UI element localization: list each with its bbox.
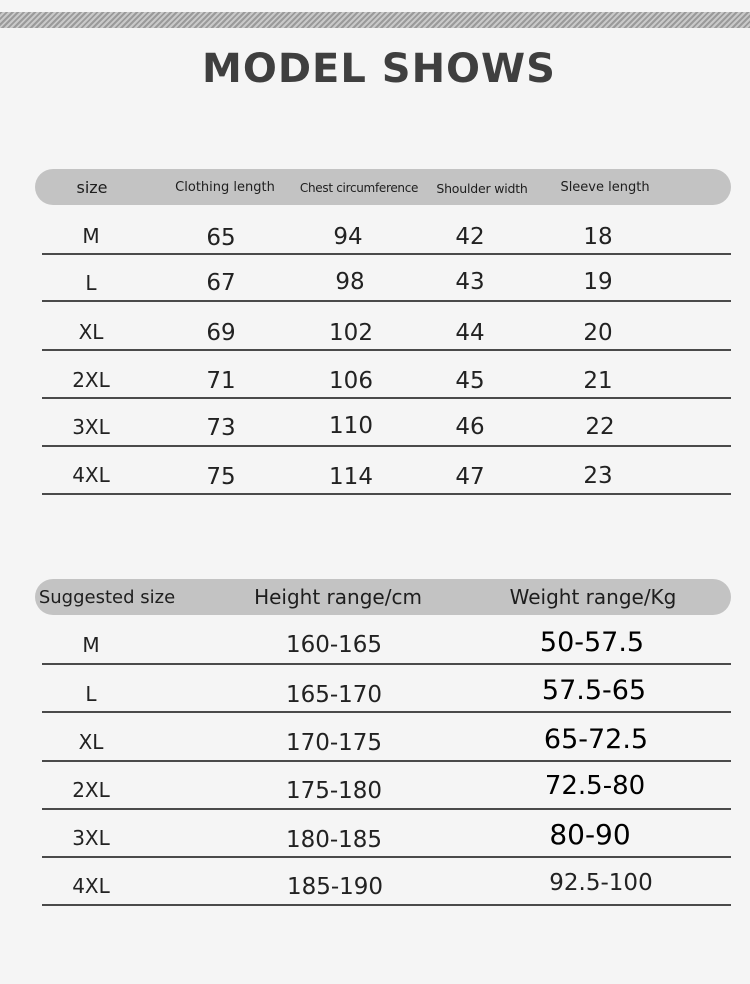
sleeve-cell: 20 <box>583 320 613 346</box>
size-cell: 2XL <box>72 368 110 392</box>
weight-cell: 80-90 <box>549 818 631 851</box>
sleeve-cell: 18 <box>583 224 613 250</box>
row-divider <box>42 760 731 762</box>
chest-cell: 106 <box>329 368 373 394</box>
header-suggested-size: Suggested size <box>38 587 176 608</box>
sleeve-cell: 21 <box>583 368 613 394</box>
shoulder-cell: 46 <box>455 414 485 440</box>
height-cell: 170-175 <box>285 730 383 756</box>
header-weight-range: Weight range/Kg <box>509 585 677 609</box>
clothing-length-cell: 69 <box>206 320 236 346</box>
weight-cell: 50-57.5 <box>539 627 645 658</box>
row-divider <box>42 904 731 906</box>
shoulder-cell: 43 <box>455 269 485 295</box>
size-cell: 4XL <box>72 463 110 487</box>
row-divider <box>42 663 731 665</box>
header-sleeve-length: Sleeve length <box>560 180 650 195</box>
size-cell: 2XL <box>72 778 110 802</box>
row-divider <box>42 493 731 495</box>
size-cell: XL <box>78 730 104 754</box>
decorative-stripe <box>0 12 750 28</box>
height-cell: 180-185 <box>285 827 383 853</box>
chest-cell: 102 <box>329 320 373 346</box>
chest-cell: 94 <box>333 224 363 250</box>
page-title: MODEL SHOWS <box>202 46 556 92</box>
clothing-length-cell: 65 <box>206 225 236 251</box>
height-cell: 175-180 <box>285 778 383 804</box>
size-cell: XL <box>78 320 104 344</box>
shoulder-cell: 42 <box>455 224 485 250</box>
row-divider <box>42 253 731 255</box>
chest-cell: 114 <box>329 464 373 490</box>
shoulder-cell: 44 <box>455 320 485 346</box>
weight-cell: 72.5-80 <box>544 771 646 801</box>
header-shoulder-width: Shoulder width <box>436 181 528 196</box>
chest-cell: 98 <box>335 269 365 295</box>
height-cell: 165-170 <box>285 682 383 708</box>
header-chest-circumference: Chest circumference <box>299 181 419 195</box>
row-divider <box>42 300 731 302</box>
size-cell: L <box>85 682 97 706</box>
size-cell: 3XL <box>72 415 110 439</box>
row-divider <box>42 397 731 399</box>
sleeve-cell: 23 <box>583 463 613 489</box>
weight-cell: 65-72.5 <box>543 724 649 755</box>
sleeve-cell: 22 <box>585 414 615 440</box>
sleeve-cell: 19 <box>583 269 613 295</box>
row-divider <box>42 808 731 810</box>
row-divider <box>42 711 731 713</box>
shoulder-cell: 47 <box>455 464 485 490</box>
header-clothing-length: Clothing length <box>175 180 275 195</box>
row-divider <box>42 445 731 447</box>
size-cell: M <box>82 633 100 657</box>
clothing-length-cell: 73 <box>206 415 236 441</box>
header-size: size <box>76 178 108 197</box>
clothing-length-cell: 67 <box>206 270 236 296</box>
row-divider <box>42 856 731 858</box>
height-cell: 160-165 <box>285 632 383 658</box>
size-cell: 3XL <box>72 826 110 850</box>
size-cell: L <box>85 271 97 295</box>
chest-cell: 110 <box>329 413 373 439</box>
weight-cell: 92.5-100 <box>549 870 653 896</box>
clothing-length-cell: 75 <box>206 464 236 490</box>
size-cell: M <box>82 224 100 248</box>
size-cell: 4XL <box>72 874 110 898</box>
weight-cell: 57.5-65 <box>541 675 647 706</box>
row-divider <box>42 349 731 351</box>
header-height-range: Height range/cm <box>254 585 422 609</box>
shoulder-cell: 45 <box>455 368 485 394</box>
height-cell: 185-190 <box>286 874 384 900</box>
clothing-length-cell: 71 <box>206 368 236 394</box>
